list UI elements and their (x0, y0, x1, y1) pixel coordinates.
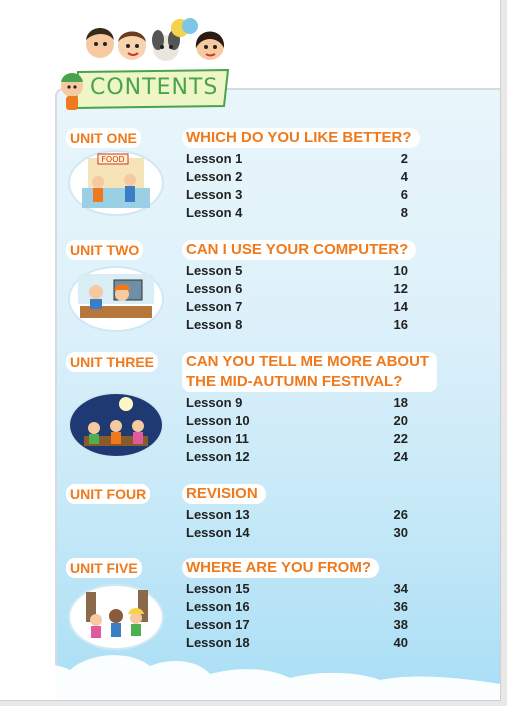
lesson-row[interactable] (186, 168, 408, 186)
unit-five-illustration (68, 584, 164, 650)
lesson-list (186, 150, 408, 222)
lesson-page: 26 (393, 507, 408, 522)
lesson-row[interactable] (186, 186, 408, 204)
unit-name: UNIT FIVE (66, 558, 142, 578)
lesson-page: 2 (400, 151, 408, 166)
lesson-page: 24 (393, 449, 408, 464)
lesson-row[interactable] (186, 280, 408, 298)
lesson-row[interactable] (186, 580, 408, 598)
lesson-page: 6 (400, 187, 408, 202)
unit-three-illustration (68, 392, 164, 458)
lesson-page: 36 (393, 599, 408, 614)
lesson-label: Lesson 17 (186, 617, 250, 632)
lesson-label: Lesson 12 (186, 449, 250, 464)
unit-title: REVISION (182, 484, 266, 504)
lesson-list (186, 262, 408, 334)
lesson-row[interactable] (186, 524, 408, 542)
unit-title: WHICH DO YOU LIKE BETTER? (182, 128, 420, 148)
lesson-page: 16 (393, 317, 408, 332)
lesson-page: 4 (400, 169, 408, 184)
lesson-label: Lesson 7 (186, 299, 243, 314)
lesson-label: Lesson 10 (186, 413, 250, 428)
unit-name: UNIT THREE (66, 352, 158, 372)
lesson-label: Lesson 9 (186, 395, 243, 410)
lesson-page: 40 (393, 635, 408, 650)
lesson-page: 22 (393, 431, 408, 446)
lesson-row[interactable] (186, 448, 408, 466)
lesson-row[interactable] (186, 598, 408, 616)
lesson-row[interactable] (186, 506, 408, 524)
lesson-row[interactable] (186, 430, 408, 448)
lesson-page: 10 (393, 263, 408, 278)
lesson-row[interactable] (186, 316, 408, 334)
unit-title-line1: CAN YOU TELL ME MORE ABOUT (186, 353, 430, 370)
unit-title: CAN I USE YOUR COMPUTER? (182, 240, 416, 260)
lesson-list (186, 506, 408, 542)
lesson-page: 38 (393, 617, 408, 632)
lesson-row[interactable] (186, 394, 408, 412)
lesson-label: Lesson 8 (186, 317, 243, 332)
lesson-label: Lesson 11 (186, 431, 249, 446)
lesson-label: Lesson 6 (186, 281, 243, 296)
lesson-label: Lesson 13 (186, 507, 250, 522)
lesson-page: 34 (393, 581, 408, 596)
lesson-row[interactable] (186, 298, 408, 316)
lesson-label: Lesson 5 (186, 263, 243, 278)
page-title: CONTENTS (90, 75, 219, 100)
lesson-page: 12 (393, 281, 408, 296)
kids-illustration (78, 18, 238, 70)
food-sign-text: FOOD (101, 155, 125, 164)
lesson-label: Lesson 4 (186, 205, 243, 220)
lesson-row[interactable] (186, 412, 408, 430)
unit-one-illustration (68, 150, 164, 216)
lesson-page: 20 (393, 413, 408, 428)
lesson-page: 18 (393, 395, 408, 410)
lesson-row[interactable] (186, 150, 408, 168)
lesson-label: Lesson 15 (186, 581, 250, 596)
lesson-list (186, 580, 408, 652)
lesson-page: 30 (393, 525, 408, 540)
lesson-label: Lesson 3 (186, 187, 243, 202)
unit-title-line2: THE MID-AUTUMN FESTIVAL? (186, 373, 403, 390)
unit-title (182, 352, 437, 392)
lesson-label: Lesson 18 (186, 635, 250, 650)
lesson-page: 14 (393, 299, 408, 314)
lesson-row[interactable] (186, 204, 408, 222)
lesson-label: Lesson 1 (186, 151, 243, 166)
lesson-row[interactable] (186, 616, 408, 634)
unit-two-illustration (68, 266, 164, 332)
lesson-list (186, 394, 408, 466)
lesson-row[interactable] (186, 262, 408, 280)
unit-title: WHERE ARE YOU FROM? (182, 558, 379, 578)
lesson-label: Lesson 2 (186, 169, 243, 184)
lesson-label: Lesson 14 (186, 525, 250, 540)
lesson-page: 8 (400, 205, 408, 220)
lesson-label: Lesson 16 (186, 599, 250, 614)
lesson-row[interactable] (186, 634, 408, 652)
unit-name: UNIT FOUR (66, 484, 150, 504)
unit-name: UNIT ONE (66, 128, 141, 148)
unit-name: UNIT TWO (66, 240, 143, 260)
